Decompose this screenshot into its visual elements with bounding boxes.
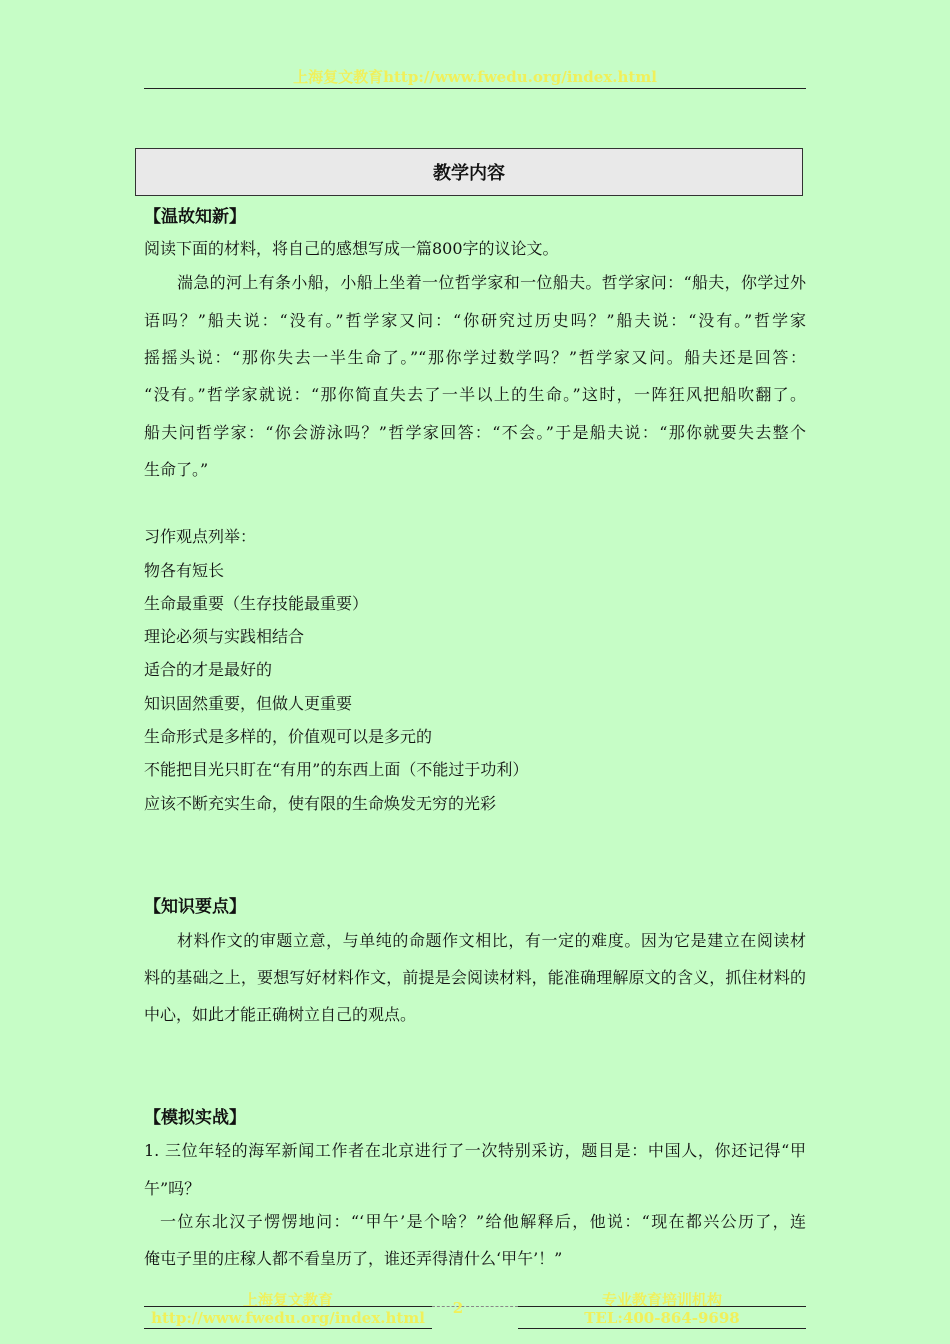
practice-line: 俺屯子里的庄稼人都不看皇历了，谁还弄得清什么‘甲午’！” — [144, 1249, 563, 1268]
story-line: 生命了。” — [144, 460, 209, 479]
footer-url[interactable]: http://www.fwedu.org/index.html — [151, 1309, 425, 1327]
section-title: 教学内容 — [433, 163, 505, 184]
point-item: 应该不断充实生命，使有限的生命焕发无穷的光彩 — [144, 794, 497, 813]
footer-rule — [518, 1306, 806, 1307]
story-line: 语吗？”船夫说：“没有。”哲学家又问：“你研究过历史吗？”船夫说：“没有。”哲学家 — [144, 311, 806, 330]
story-line: 船夫问哲学家：“你会游泳吗？”哲学家回答：“不会。”于是船夫说：“那你就要失去整个 — [144, 423, 806, 442]
point-item: 物各有短长 — [144, 561, 225, 580]
footer-rule — [144, 1306, 432, 1307]
page-number: 2 — [452, 1299, 464, 1317]
practice-heading: 【模拟实战】 — [144, 1108, 246, 1128]
point-item: 生命形式是多样的，价值观可以是多元的 — [144, 727, 433, 746]
practice-line: 1. 三位年轻的海军新闻工作者在北京进行了一次特别采访，题目是：中国人，你还记得“甲 — [144, 1141, 806, 1160]
page-header-text: 上海复文教育http://www.fwedu.org/index.html — [293, 68, 657, 86]
point-item: 不能把目光只盯在“有用”的东西上面（不能过于功利） — [144, 760, 529, 779]
knowledge-line: 材料作文的审题立意，与单纯的命题作文相比，有一定的难度。因为它是建立在阅读材 — [177, 931, 806, 950]
knowledge-line: 料的基础之上，要想写好材料作文，前提是会阅读材料，能准确理解原文的含义，抓住材料的 — [144, 968, 806, 987]
footer-slogan: 专业教育培训机构 — [601, 1291, 722, 1309]
section-title-box — [135, 148, 803, 196]
story-line: 摇摇头说：“那你失去一半生命了。”“那你学过数学吗？”哲学家又问。船夫还是回答： — [144, 348, 806, 367]
review-intro: 阅读下面的材料，将自己的感想写成一篇800字的议论文。 — [144, 239, 559, 258]
review-heading: 【温故知新】 — [144, 207, 246, 227]
footer-rule — [144, 1328, 432, 1329]
points-title: 习作观点列举： — [144, 527, 257, 546]
practice-line: 午”吗？ — [144, 1179, 201, 1198]
point-item: 生命最重要（生存技能最重要） — [144, 594, 369, 613]
knowledge-line: 中心，如此才能正确树立自己的观点。 — [144, 1005, 417, 1024]
footer-rule — [518, 1328, 806, 1329]
point-item: 知识固然重要，但做人更重要 — [144, 694, 353, 713]
footer-phone: TEL:400-864-9698 — [584, 1309, 740, 1327]
practice-line: 一位东北汉子愣愣地问：“‘甲午’是个啥？”给他解释后，他说：“现在都兴公历了，连 — [160, 1212, 806, 1231]
knowledge-heading: 【知识要点】 — [144, 897, 246, 917]
story-line: “没有。”哲学家就说：“那你简直失去了一半以上的生命。”这时，一阵狂风把船吹翻了。 — [144, 385, 806, 404]
header-rule — [144, 88, 806, 89]
story-line: 湍急的河上有条小船，小船上坐着一位哲学家和一位船夫。哲学家问：“船夫，你学过外 — [177, 273, 806, 292]
point-item: 理论必须与实践相结合 — [144, 627, 305, 646]
point-item: 适合的才是最好的 — [144, 660, 273, 679]
footer-org-name: 上海复文教育 — [242, 1291, 333, 1309]
